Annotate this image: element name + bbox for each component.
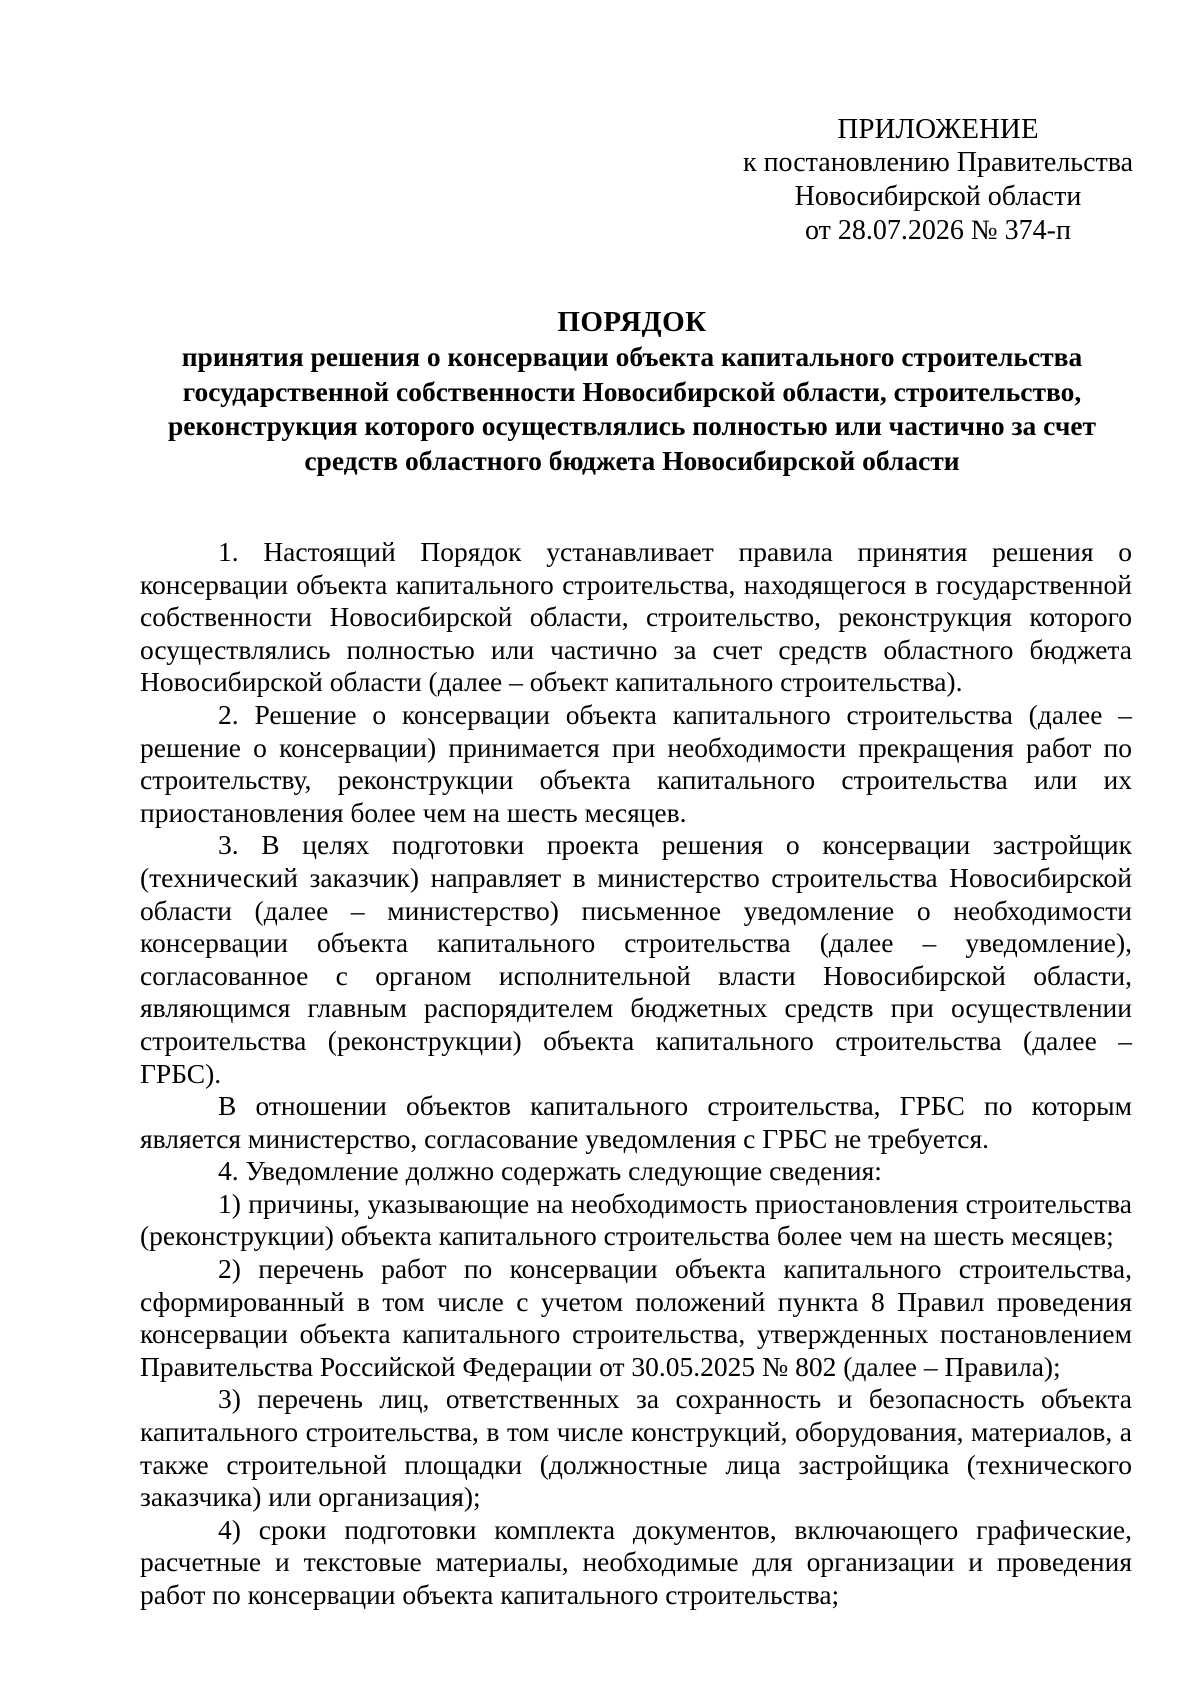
paragraph-2: 2. Решение о консервации объекта капитального строительства (далее – решение о консервации) принимается при необходимости прекращения работ по строительству, реконструкции объекта капитального строительства или их приостановления более чем на шесть месяцев. <box>140 698 1132 828</box>
appendix-header <box>738 112 1138 248</box>
appendix-resolution-line: к постановлению Правительства <box>742 147 1134 178</box>
appendix-region-line: Новосибирской области <box>794 181 1082 212</box>
document-title <box>132 304 1132 478</box>
paragraph-3-note: В отношении объектов капитального строительства, ГРБС по которым является министерство, согласование уведомления с ГРБС не требуется. <box>140 1090 1132 1154</box>
list-item-4: 4) сроки подготовки комплекта документов, включающего графические, расчетные и текстовые материалы, необходимые для организации и проведения работ по консервации объекта капитального строительства; <box>140 1513 1132 1610</box>
appendix-label: ПРИЛОЖЕНИЕ <box>837 113 1039 145</box>
paragraph-4: 4. Уведомление должно содержать следующие сведения: <box>218 1155 882 1187</box>
list-item-3: 3) перечень лиц, ответственных за сохранность и безопасность объекта капитального строительства, в том числе конструкций, оборудования, материалов, а также строительной площадки (должностные лица застройщика (технического заказчика) или организация); <box>140 1383 1132 1513</box>
document-body <box>140 536 1132 1612</box>
document-title-subtitle: принятия решения о консервации объекта капитального строительства государственной собственности Новосибирской области, строительство, реконструкция которого осуществлялись полностью или частично за счет средств областного бюджета Новосибирской области <box>167 341 1097 476</box>
list-item-1: 1) причины, указывающие на необходимость приостановления строительства (реконструкции) объекта капитального строительства более чем на шесть месяцев; <box>140 1187 1132 1252</box>
paragraph-1: 1. Настоящий Порядок устанавливает правила принятия решения о консервации объекта капитального строительства, находящегося в государственной собственности Новосибирской области, строительство, реконструкция которого осуществлялись полностью или частично за счет средств областного бюджета Новосибирской области (далее – объект капитального строительства). <box>140 536 1132 698</box>
appendix-date-number: от 28.07.2026 № 374-п <box>805 215 1071 246</box>
list-item-2: 2) перечень работ по консервации объекта капитального строительства, сформированный в том числе с учетом положений пункта 8 Правил проведения консервации объекта капитального строительства, утвержденных постановлением Правительства Российской Федерации от 30.05.2025 № 802 (далее – Правила); <box>140 1253 1132 1382</box>
document-title-main: ПОРЯДОК <box>557 306 707 338</box>
paragraph-3: 3. В целях подготовки проекта решения о консервации застройщик (технический заказчик) направляет в министерство строительства Новосибирской области (далее – министерство) письменное уведомление о необходимости консервации объекта капитального строительства (далее – уведомление), согласованное с органом исполнительной власти Новосибирской области, являющимся главным распорядителем бюджетных средств при осуществлении строительства (реконструкции) объекта капитального строительства (далее – ГРБС). <box>140 829 1132 1089</box>
